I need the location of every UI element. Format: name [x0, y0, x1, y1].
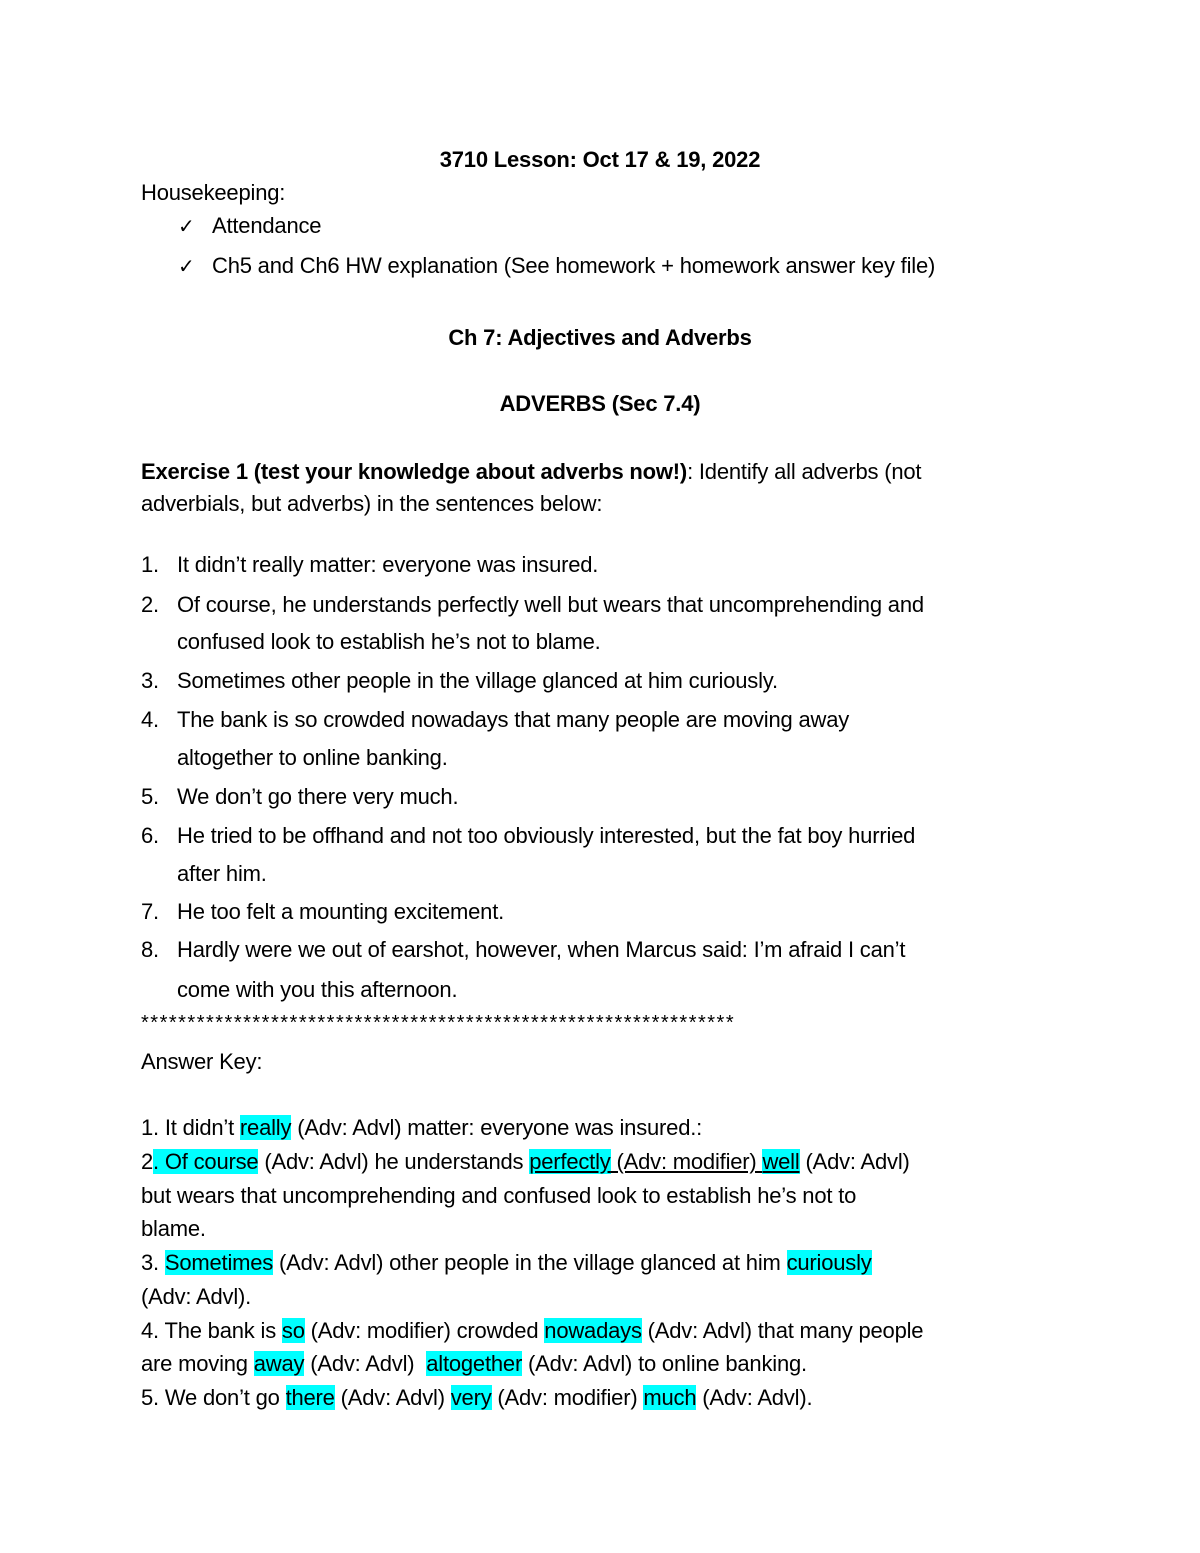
answer-line — [141, 1383, 812, 1413]
sentence-text: The bank is so crowded nowadays that many people are moving away — [177, 707, 850, 732]
highlighted-adverb: altogether — [426, 1351, 523, 1376]
highlighted-adverb: very — [450, 1385, 492, 1410]
sentence-text: Hardly were we out of earshot, however, when Marcus said: I’m afraid I can’t — [177, 937, 906, 962]
sentence-text: Of course, he understands perfectly well but wears that uncomprehending and — [177, 592, 924, 617]
answer-text: (Adv: modifier) — [610, 1149, 763, 1174]
sentence-number: 5. — [141, 784, 159, 809]
sentence-text: confused look to establish he’s not to blame. — [177, 629, 601, 654]
exercise-label: Exercise 1 (test your knowledge about adverbs now!) — [141, 459, 688, 484]
sentence-number: 7. — [141, 899, 159, 924]
answer-text: (Adv: Advl) other people in the village glanced at him — [273, 1250, 787, 1275]
answer-line — [141, 1248, 872, 1278]
separator-line: **************************************************************** — [141, 1012, 736, 1034]
exercise-instructions-cont: adverbials, but adverbs) in the sentences below: — [141, 491, 603, 516]
exercise-sentence-line — [141, 666, 778, 696]
answer-text: (Adv: modifier) — [491, 1385, 644, 1410]
answer-text: (Adv: Advl). — [696, 1385, 813, 1410]
sentence-number: 8. — [141, 937, 159, 962]
highlighted-adverb: away — [253, 1351, 305, 1376]
sentence-number: 3. — [141, 668, 159, 693]
highlighted-adverb: Sometimes — [164, 1250, 274, 1275]
answer-text: (Adv: Advl) he understands — [258, 1149, 530, 1174]
exercise-sentence-line — [141, 550, 598, 580]
section-title: ADVERBS (Sec 7.4) — [499, 391, 701, 416]
housekeeping-label: Housekeeping: — [141, 180, 286, 205]
housekeeping-item — [178, 251, 935, 281]
answer-line — [141, 1181, 856, 1211]
answer-text: (Adv: Advl) — [304, 1351, 427, 1376]
answer-text: (Adv: Advl) to online banking. — [522, 1351, 807, 1376]
sentence-text: He tried to be offhand and not too obviously interested, but the fat boy hurried — [177, 823, 916, 848]
exercise-sentence-line — [177, 975, 457, 1005]
highlighted-adverb: there — [285, 1385, 335, 1410]
answer-line — [141, 1349, 807, 1379]
exercise-sentence-line — [141, 821, 915, 851]
highlighted-adverb: so — [281, 1318, 305, 1343]
housekeeping-item — [178, 211, 321, 241]
sentence-text: It didn’t really matter: everyone was insured. — [177, 552, 599, 577]
exercise-sentence-line — [141, 590, 924, 620]
answer-text: 2 — [141, 1149, 154, 1174]
checkmark-icon: ✓ — [178, 254, 195, 278]
answer-text: (Adv: Advl) that many people — [641, 1318, 924, 1343]
answer-line — [141, 1214, 206, 1244]
highlighted-adverb: perfectly — [529, 1149, 611, 1174]
checkmark-icon: ✓ — [178, 214, 195, 238]
answer-key-label: Answer Key: — [141, 1049, 263, 1074]
lesson-title: 3710 Lesson: Oct 17 & 19, 2022 — [439, 147, 761, 172]
exercise-sentence-line — [141, 935, 905, 965]
highlighted-adverb: nowadays — [544, 1318, 642, 1343]
answer-text: but wears that uncomprehending and confused look to establish he’s not to — [141, 1183, 857, 1208]
highlighted-adverb: curiously — [786, 1250, 872, 1275]
sentence-text: altogether to online banking. — [177, 745, 448, 770]
answer-text: 3. — [141, 1250, 165, 1275]
highlighted-adverb: . Of course — [153, 1149, 259, 1174]
answer-text: (Adv: Advl). — [141, 1284, 252, 1309]
housekeeping-item-text: Attendance — [212, 213, 322, 238]
highlighted-adverb: much — [643, 1385, 697, 1410]
exercise-sentence-line — [141, 705, 849, 735]
answer-line — [141, 1282, 251, 1312]
sentence-text: come with you this afternoon. — [177, 977, 458, 1002]
exercise-sentence-line — [141, 897, 504, 927]
exercise-instructions — [141, 457, 921, 487]
sentence-text: We don’t go there very much. — [177, 784, 459, 809]
answer-line — [141, 1113, 702, 1143]
exercise-sentence-line — [177, 627, 601, 657]
sentence-text: He too felt a mounting excitement. — [177, 899, 505, 924]
answer-text: are moving — [141, 1351, 254, 1376]
exercise-sentence-line — [141, 782, 458, 812]
answer-text: (Adv: Advl) — [799, 1149, 910, 1174]
sentence-number: 4. — [141, 707, 159, 732]
answer-line — [141, 1316, 923, 1346]
exercise-sentence-line — [177, 743, 448, 773]
answer-text: blame. — [141, 1216, 206, 1241]
highlighted-adverb: well — [762, 1149, 800, 1174]
sentence-number: 2. — [141, 592, 159, 617]
sentence-text: after him. — [177, 861, 267, 886]
sentence-number: 1. — [141, 552, 159, 577]
highlighted-adverb: really — [239, 1115, 292, 1140]
chapter-title: Ch 7: Adjectives and Adverbs — [448, 325, 752, 350]
answer-text: (Adv: Advl) matter: everyone was insured.: — [291, 1115, 703, 1140]
answer-text: (Adv: Advl) — [334, 1385, 451, 1410]
answer-text: 5. We don’t go — [141, 1385, 286, 1410]
answer-text: 4. The bank is — [141, 1318, 282, 1343]
answer-text: 1. It didn’t — [141, 1115, 240, 1140]
answer-line — [141, 1147, 910, 1177]
exercise-instruction-text: : Identify all adverbs (not — [687, 459, 922, 484]
sentence-number: 6. — [141, 823, 159, 848]
exercise-sentence-line — [177, 859, 267, 889]
answer-text: (Adv: modifier) crowded — [304, 1318, 545, 1343]
sentence-text: Sometimes other people in the village glanced at him curiously. — [177, 668, 778, 693]
housekeeping-item-text: Ch5 and Ch6 HW explanation (See homework + homework answer key file) — [212, 253, 936, 278]
